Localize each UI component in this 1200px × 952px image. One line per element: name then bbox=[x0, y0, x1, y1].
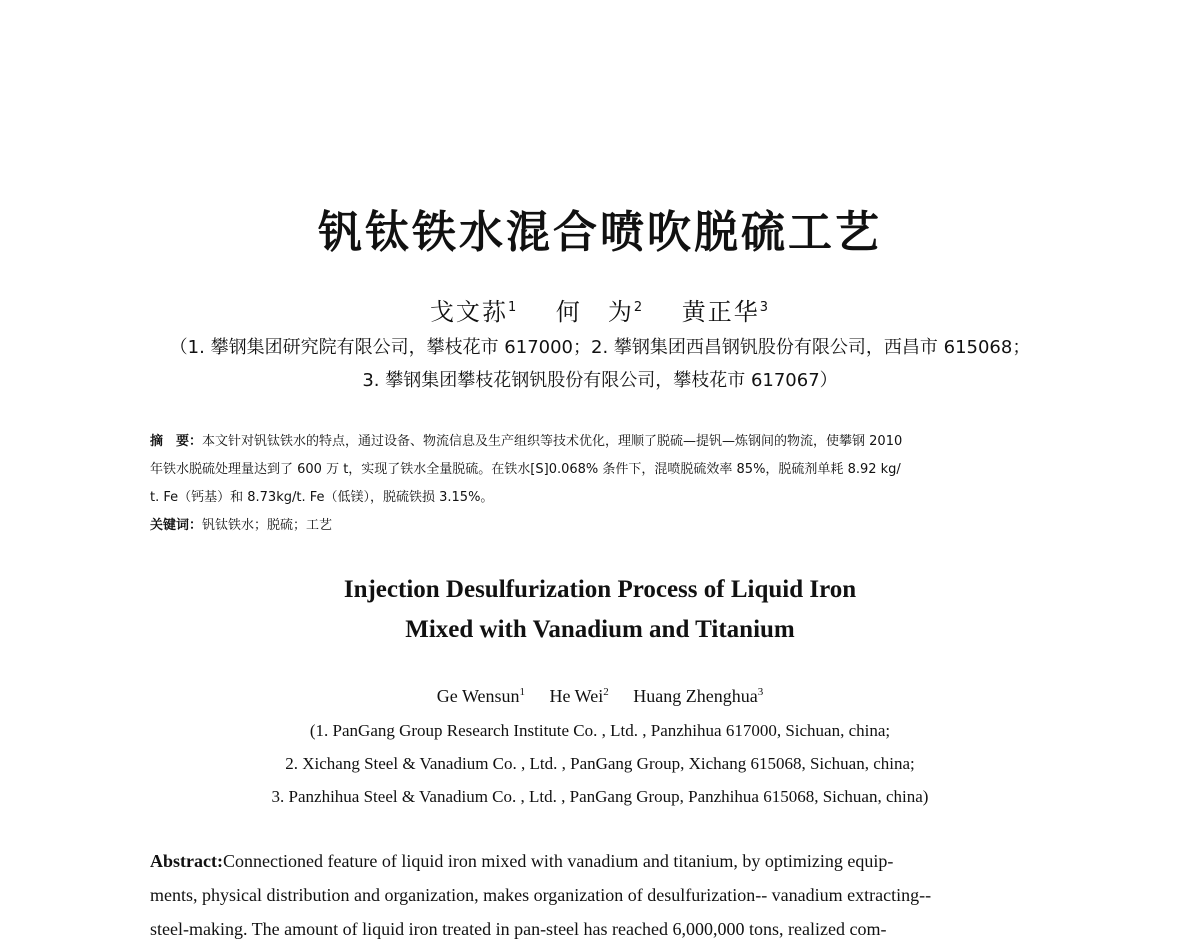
en-abstract-text: Connectioned feature of liquid iron mixed with vanadium and titanium, by optimizing equip- bbox=[222, 851, 894, 871]
cn-title: 钒钛铁水混合喷吹脱硫工艺 bbox=[318, 207, 882, 258]
en-title-line: Mixed with Vanadium and Titanium bbox=[405, 616, 795, 643]
en-abstract-line: steel-making. The amount of liquid iron treated in pan-steel has reached 6,000,000 tons, realized com- bbox=[150, 919, 887, 939]
en-author bbox=[633, 686, 763, 706]
cn-abstract-line bbox=[150, 430, 1050, 449]
cn-keywords bbox=[150, 514, 1050, 533]
en-author-mark: 3 bbox=[757, 686, 764, 698]
en-abstract-label: Abstract: bbox=[150, 851, 223, 871]
en-author-name: Ge Wensun bbox=[436, 686, 520, 706]
en-author-name: Huang Zhenghua bbox=[633, 686, 758, 706]
cn-abstract-line: t. Fe（钙基）和 8.73kg/t. Fe（低镁），脱硫铁损 3.15%。 bbox=[150, 490, 494, 505]
cn-affiliation-line: （1. 攀钢集团研究院有限公司，攀枝花市 617000；2. 攀钢集团西昌钢钒股份有限公司，西昌市 615068； bbox=[169, 337, 1031, 358]
en-affiliation-line: 3. Panzhihua Steel & Vanadium Co. , Ltd. , PanGang Group, Panzhihua 615068, Sichuan, china) bbox=[271, 787, 929, 806]
en-author bbox=[437, 686, 525, 706]
cn-author bbox=[556, 298, 644, 326]
cn-author-name: 黄正华 bbox=[681, 298, 760, 326]
en-abstract-line: ments, physical distribution and organization, makes organization of desulfurization-- vanadium extracting-- bbox=[150, 885, 932, 905]
cn-author-name: 戈文荪 bbox=[429, 298, 508, 326]
cn-author-name: 何 为 bbox=[555, 298, 634, 326]
cn-keywords-text: 钒钛铁水；脱硫；工艺 bbox=[202, 518, 333, 533]
cn-abstract-line: 年铁水脱硫处理量达到了 600 万 t，实现了铁水全量脱硫。在铁水[S]0.068% 条件下，混喷脱硫效率 85%，脱硫剂单耗 8.92 kg/ bbox=[150, 462, 901, 477]
cn-abstract-label: 摘 要： bbox=[150, 434, 203, 449]
cn-author-mark: 3 bbox=[759, 300, 771, 315]
cn-author-mark: 2 bbox=[633, 300, 645, 315]
cn-keywords-label: 关键词： bbox=[150, 518, 203, 533]
cn-affiliation-line: 3. 攀钢集团攀枝花钢钒股份有限公司，攀枝花市 617067） bbox=[362, 370, 838, 391]
cn-author-mark: 1 bbox=[507, 300, 519, 315]
cn-author-list bbox=[0, 292, 1200, 327]
en-affiliation-line: (1. PanGang Group Research Institute Co. , Ltd. , Panzhihua 617000, Sichuan, china; bbox=[309, 721, 891, 740]
en-author-mark: 1 bbox=[519, 686, 526, 698]
en-abstract-line bbox=[150, 851, 1050, 872]
en-author-mark: 2 bbox=[603, 686, 609, 698]
en-author bbox=[550, 686, 609, 706]
en-affiliation-line: 2. Xichang Steel & Vanadium Co. , Ltd. , PanGang Group, Xichang 615068, Sichuan, china; bbox=[285, 754, 915, 773]
en-author-list bbox=[0, 686, 1200, 707]
cn-abstract-text: 本文针对钒钛铁水的特点，通过设备、物流信息及生产组织等技术优化，理顺了脱硫—提钒—炼钢间的物流，使攀钢 2010 bbox=[202, 434, 903, 449]
en-author-name: He Wei bbox=[549, 686, 604, 706]
cn-author bbox=[430, 298, 518, 326]
cn-author bbox=[682, 298, 770, 326]
en-title-line: Injection Desulfurization Process of Liquid Iron bbox=[343, 576, 857, 603]
